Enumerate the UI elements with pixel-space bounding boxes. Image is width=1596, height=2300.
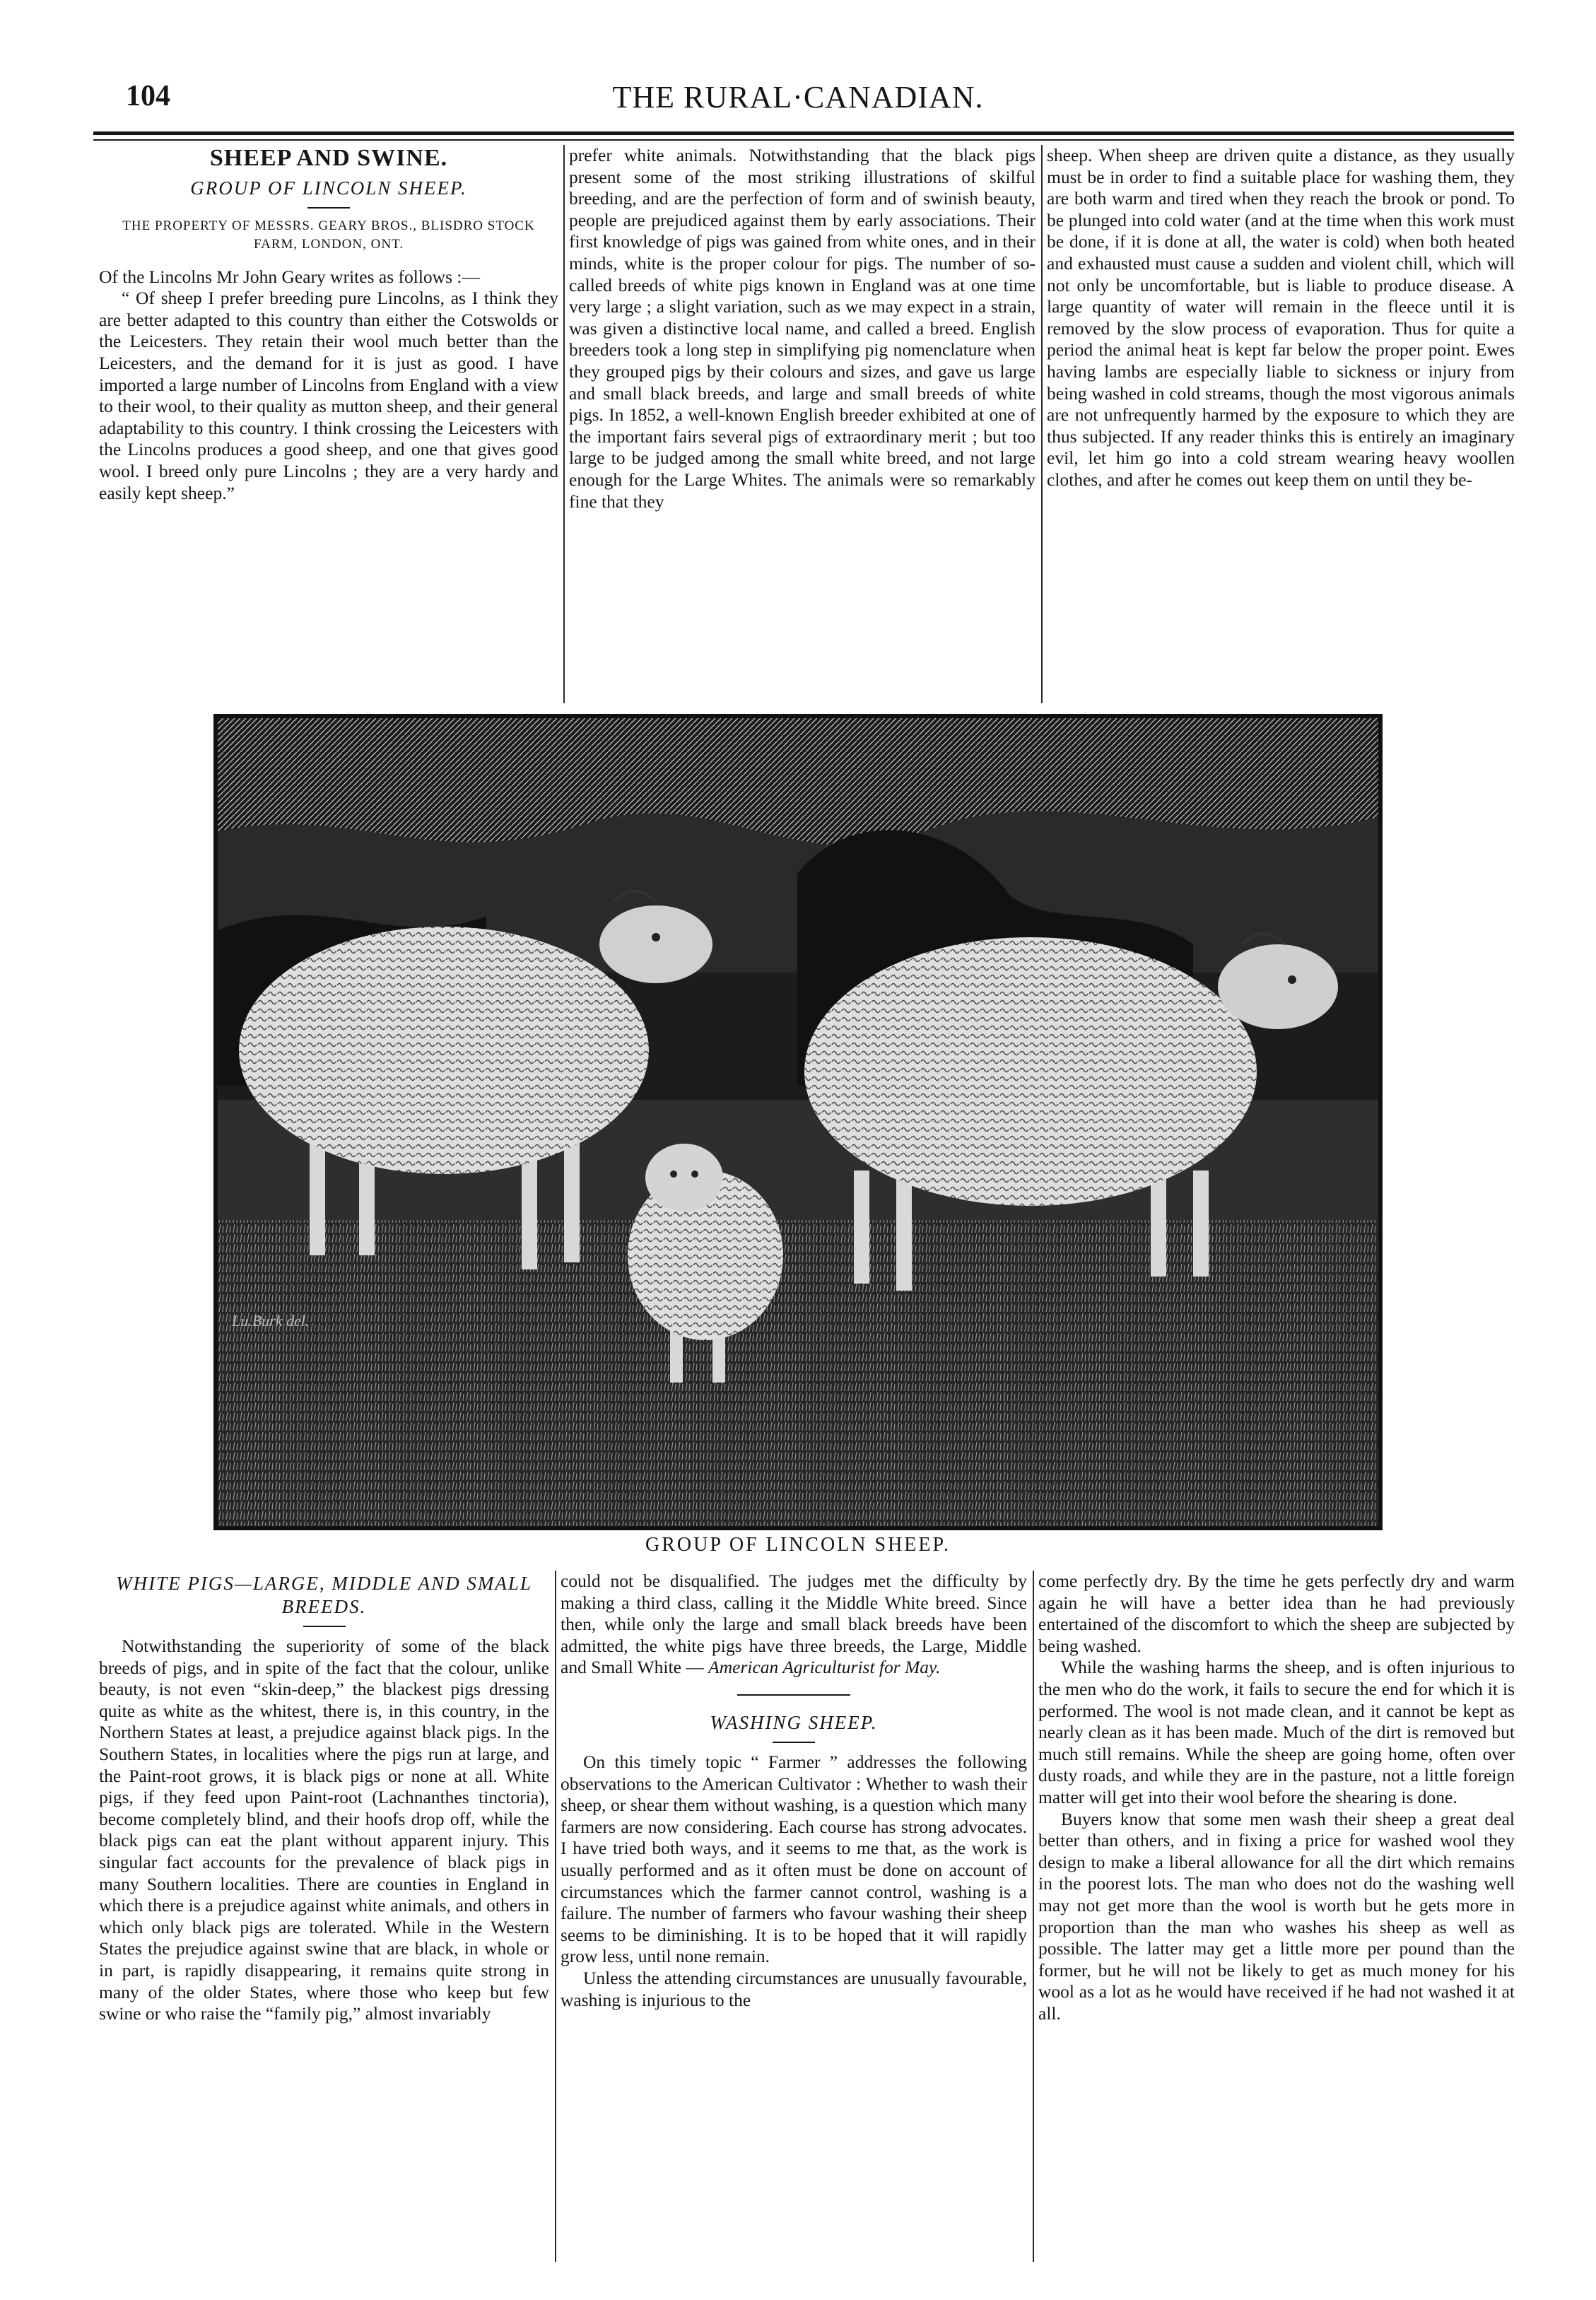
article-title: WHITE PIGS—LARGE, MIDDLE AND SMALL BREEDS.: [116, 1573, 532, 1617]
paragraph: “ Of sheep I prefer breeding pure Lincolns, as I think they are better adapted to this country than either the Cotswolds or the Leicesters. They retain their wool much better than the Leicesters, and the demand for it is just as good. I have imported a large number of Lincolns from England with a view to their wool, to their quality as mutton sheep, and their general adaptability to this country. I think crossing the Leicesters with the Lincolns produces a good sheep, and one that gives good wool. I breed only pure Lincolns ; they are a very hardy and easily kept sheep.”: [99, 288, 558, 503]
header-rule-thick: [93, 131, 1514, 135]
page-number: 104: [126, 80, 170, 112]
paragraph: Buyers know that some men wash their sheep a great deal better than others, and in fixing a price for washed wool they design to make a liberal allowance for all the dirt which remains in the poorest lots. The man who does not do the washing well may not get more than the wool is worth but he gets more in proportion than the man who washes his sheep as well as possible. The latter may get a little more per pound than the former, but he will not be likely to get as much money for his wool as a lot as he would have received if he had not washed it at all.: [1038, 1808, 1515, 2024]
title-rule: [773, 1742, 815, 1743]
column-rule: [563, 145, 565, 703]
article-title: GROUP OF LINCOLN SHEEP.: [190, 177, 467, 199]
column-2-top: [569, 145, 1035, 703]
paragraph: Notwithstanding the superiority of some of the black breeds of pigs, and in spite of the fact that the colour, unlike beauty, is not even “skin-deep,” the blackest pigs dressing quite as white as the whitest, there is, in this country, in the Northern States at least, a prejudice against black pigs. In the Southern States, in localities where the pigs run at large, and the Paint-root grows, it is black pigs or none at all. White pigs, if they feed upon Paint-root (Lachnanthes tinctoria), become completely blind, and their hoofs drop off, while the black pigs can eat the plant without apparent injury. This singular fact accounts for the prevalence of black pigs in many Southern localities. There are counties in England in which there is a prejudice against white animals, and others in which only black pigs are tolerated. While in the Western States the prejudice against swine that are black, in whole or in part, is rapidly disappearing, it remains quite strong in many of the older States, where those who keep but few swine or who raise the “family pig,” almost invariably: [99, 1636, 549, 2024]
paragraph: come perfectly dry. By the time he gets perfectly dry and warm again he will have a better idea than he had previously entertained of the discomfort to which the sheep are subjected by being washed.: [1038, 1571, 1515, 1656]
paragraph: Unless the attending circumstances are unusually favourable, washing is injurious to the: [561, 1967, 1027, 2010]
paragraph: Of the Lincolns Mr John Geary writes as follows :—: [99, 266, 480, 287]
column-3-top: [1047, 145, 1515, 703]
column-2-bottom: [561, 1571, 1027, 2262]
paragraph: sheep. When sheep are driven quite a distance, as they usually must be in order to find a suitable place for washing them, they are both warm and tired when they reach the brook or pond. To be plunged into cold water (and at the time when this work must be done, if it is done at all, the water is cold) when both heated and exhausted must cause a sudden and violent chill, which will not only be uncomfortable, but is liable to produce disease. A large quantity of water will remain in the fleece until it is removed by the slow process of evaporation. Thus for quite a period the animal heat is kept far below the proper point. Ewes having lambs are especially liable to sickness or injury from being washed in cold streams, though the most vigorous animals are not unfrequently harmed by the exposure to which they are thus subjected. If any reader thinks this is entirely an imaginary evil, let him go into a cold stream wearing heavy woollen clothes, and after he comes out keep them on until they be-: [1047, 145, 1515, 490]
running-title: THE RURAL·CANADIAN.: [612, 80, 984, 115]
column-1-top: [99, 145, 558, 703]
paragraph: On this timely topic “ Farmer ” addresses the following observations to the American Cultivator : Whether to wash their sheep, or shear them without washing, is a question which many farmers are now considering. Each course has strong advocates. I have tried both ways, and it seems to me that, as the work is usually performed and as it often must be done on account of circumstances which the farmer cannot control, washing is a failure. The number of farmers who favour washing their sheep seems to be diminishing. It is to be hoped that it will rapidly grow less, until none remain.: [561, 1751, 1027, 1967]
article-title: WASHING SHEEP.: [710, 1711, 878, 1733]
lincoln-sheep-engraving: [213, 714, 1383, 1530]
column-rule: [555, 1571, 556, 2262]
illustration-caption: GROUP OF LINCOLN SHEEP.: [645, 1534, 951, 1556]
engraver-signature: Lu.Burk del.: [232, 1312, 310, 1330]
continuation-text: could not be disqualified. The judges met the difficulty by making a third class, calling it the Middle White breed. Since then, while only the large and small black breeds have been admitted, the white pigs have three breeds, the Large, Middle and Small White —: [561, 1571, 1027, 1678]
header-rule-thin: [93, 139, 1514, 141]
paragraph: prefer white animals. Notwithstanding that the black pigs present some of the most striking illustrations of skilful breeding, and are the perfection of form and of swinish beauty, people are prejudiced against them by early associations. Their first knowledge of pigs was gained from white ones, and in their minds, white is the proper colour for pigs. The number of so-called breeds of white pigs known in England was at one time very large ; a slight variation, such as we may expect in a strain, was given a distinctive local name, and called a breed. English breeders took a long step in simplifying pig nomenclature when they grouped pigs by their colours and sizes, and gave us large and small black breeds, and large and small breeds of white pigs. In 1852, a well-known English breeder exhibited at one of the important fairs several pigs of extraordinary merit ; but too large to be judged among the small white breed, and not large enough for the Large Whites. The animals were so remarkably fine that they: [569, 145, 1035, 512]
article-byline: THE PROPERTY OF MESSRS. GEARY BROS., BLISDRO STOCK FARM, LONDON, ONT.: [122, 218, 535, 252]
source-citation: American Agriculturist for May.: [708, 1657, 941, 1678]
title-rule: [303, 1626, 346, 1627]
paragraph: [561, 1571, 1027, 1679]
section-divider: [737, 1694, 850, 1696]
title-rule: [307, 207, 350, 209]
section-title: SHEEP AND SWINE.: [209, 145, 448, 171]
column-1-bottom: [99, 1571, 549, 2262]
column-rule: [1041, 145, 1043, 703]
column-3-bottom: [1038, 1571, 1515, 2262]
column-rule: [1033, 1571, 1034, 2262]
paragraph: While the washing harms the sheep, and is often injurious to the men who do the work, it fails to secure the end for which it is performed. The wool is not made clean, and it cannot be kept as nearly clean as it has been made. Much of the dirt is removed but much still remains. While the sheep are going home, often over dusty roads, and while they are in the pasture, not a little foreign matter will get into their wool before the shearing is done.: [1038, 1657, 1515, 1807]
